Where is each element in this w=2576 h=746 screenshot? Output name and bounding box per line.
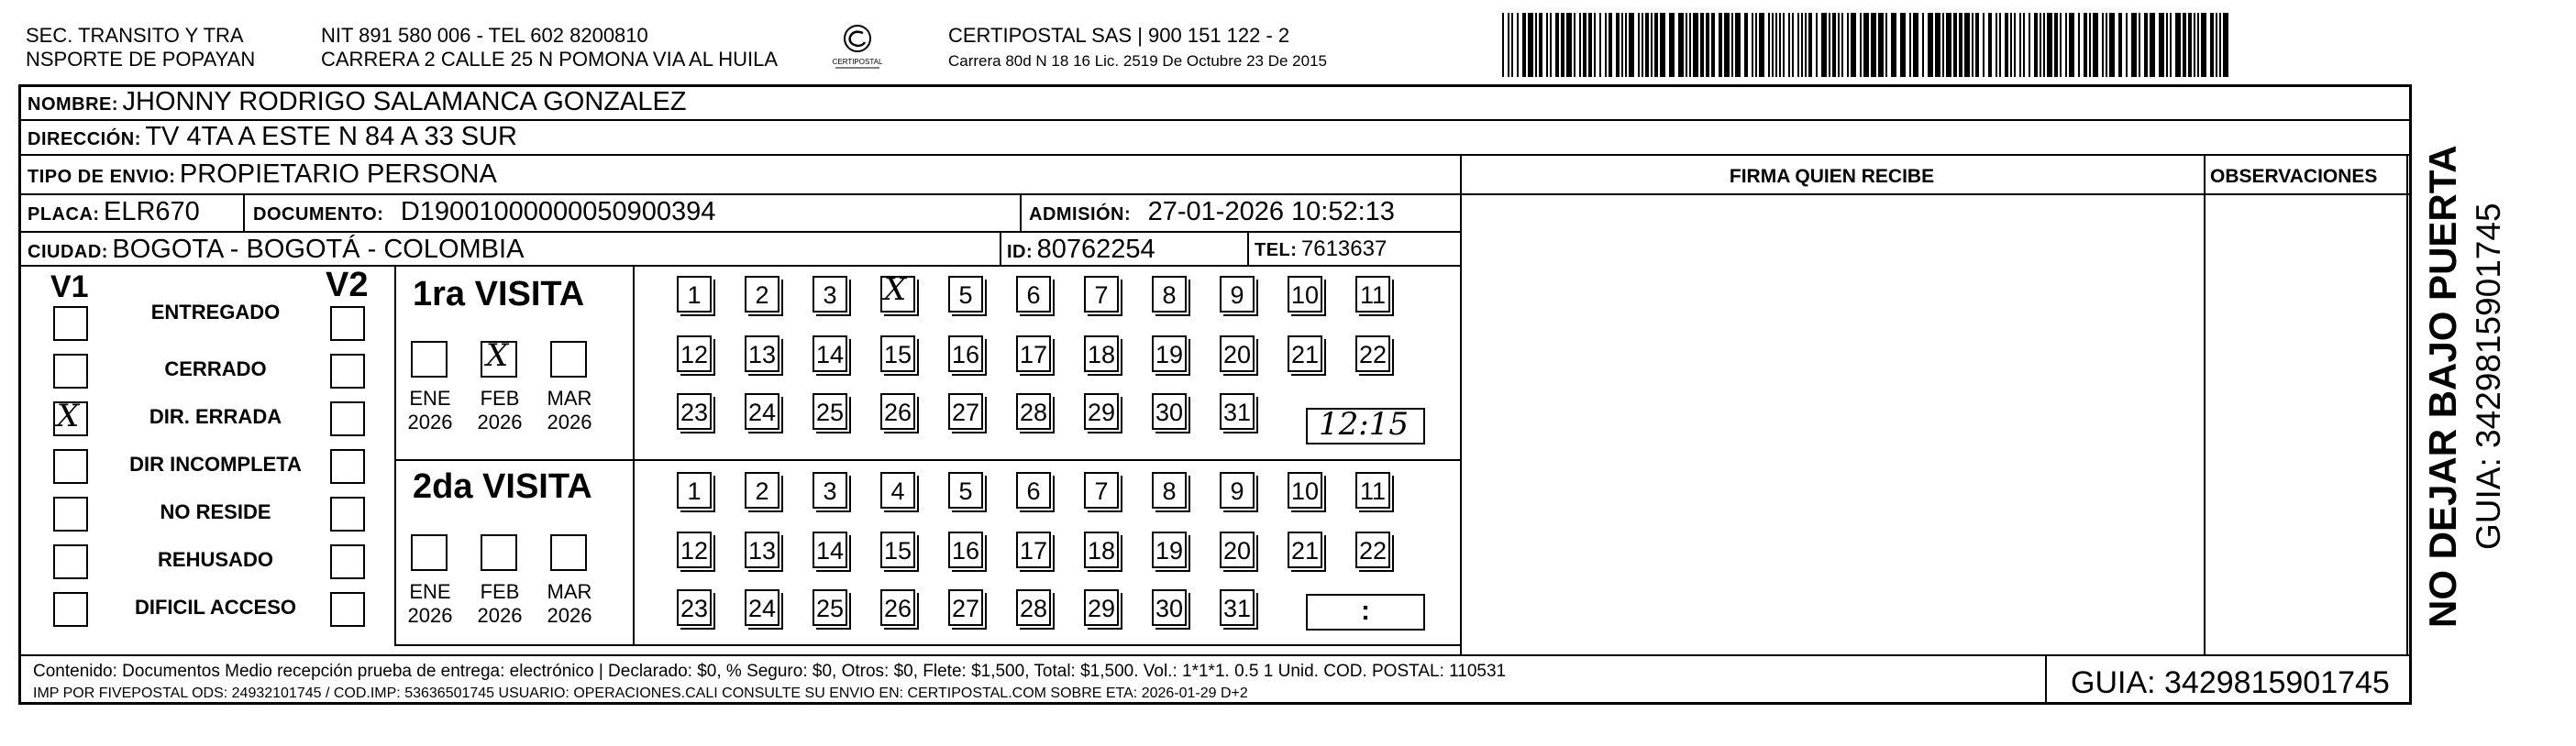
day-box-4[interactable] (880, 271, 915, 313)
day-box-23[interactable]: 23 (677, 589, 712, 626)
day-box-28[interactable]: 28 (1016, 393, 1051, 430)
day-box-18[interactable]: 18 (1084, 532, 1119, 568)
day-box-4[interactable]: 4 (880, 472, 915, 509)
company-license: Carrera 80d N 18 16 Lic. 2519 De Octubre 23 De 2015 (948, 52, 1327, 70)
day-box-29[interactable]: 29 (1084, 589, 1119, 626)
day-box-6[interactable]: 6 (1016, 276, 1051, 313)
ciudad-label: CIUDAD: (28, 242, 108, 262)
tel-field (1255, 234, 1387, 268)
visita1-title: 1ra VISITA (413, 275, 585, 313)
direccion-label: DIRECCIÓN: (28, 129, 141, 149)
day-box-25[interactable]: 25 (813, 589, 847, 626)
month-label: MAR 2026 (547, 387, 592, 433)
company-name: CERTIPOSTAL SAS | 900 151 122 - 2 (948, 24, 1290, 47)
v2-checkbox[interactable] (330, 354, 365, 389)
tel-value: 7613637 (1300, 236, 1388, 261)
day-box-19[interactable]: 19 (1152, 335, 1187, 372)
day-box-10[interactable]: 10 (1288, 276, 1322, 313)
admision-value: 27-01-2026 10:52:13 (1147, 197, 1395, 226)
day-box-30[interactable]: 30 (1152, 589, 1187, 626)
month-checkbox-feb[interactable] (481, 534, 517, 571)
barcode (1500, 13, 2229, 77)
status-label: CERRADO (164, 357, 267, 380)
day-box-7[interactable]: 7 (1084, 472, 1119, 509)
day-mark: X (884, 271, 907, 308)
day-box-2[interactable]: 2 (745, 472, 779, 509)
day-box-1[interactable]: 1 (677, 276, 712, 313)
month-checkbox-mar[interactable] (550, 534, 587, 571)
day-box-9[interactable]: 9 (1220, 276, 1255, 313)
day-box-2[interactable]: 2 (745, 276, 779, 313)
day-box-20[interactable]: 20 (1220, 532, 1255, 568)
v2-checkbox[interactable] (330, 449, 365, 484)
visita1-time: 12:15 (1319, 406, 1409, 443)
day-box-17[interactable]: 17 (1016, 335, 1051, 372)
visita1-time-box (1306, 408, 1425, 444)
status-label: NO RESIDE (160, 500, 271, 523)
nombre-field (28, 86, 687, 122)
v1-check-mark: X (57, 398, 80, 434)
day-box-20[interactable]: 20 (1220, 335, 1255, 372)
side-guia: GUIA: 3429815901745 (2470, 203, 2507, 550)
day-box-24[interactable]: 24 (745, 589, 779, 626)
firma-header: FIRMA QUIEN RECIBE (1729, 166, 1935, 187)
v1-checkbox[interactable] (53, 449, 88, 484)
day-box-13[interactable]: 13 (745, 532, 779, 568)
admision-label: ADMISIÓN: (1029, 204, 1132, 225)
month-checkbox-feb[interactable] (481, 337, 517, 378)
visita2-time-box (1306, 594, 1425, 631)
day-box-24[interactable]: 24 (745, 393, 779, 430)
day-box-5[interactable]: 5 (948, 276, 983, 313)
footer-imp: IMP POR FIVEPOSTAL ODS: 24932101745 / COD.IMP: 53636501745 USUARIO: OPERACIONES.CALI CONSULTE SU ENVIO EN: CERTIPOSTAL.COM SOBRE ETA: 2026-01-29 D+2 (33, 686, 1248, 701)
sender-nit: NIT 891 580 006 - TEL 602 8200810 (321, 24, 648, 47)
placa-label: PLACA: (28, 204, 100, 225)
day-box-1[interactable]: 1 (677, 472, 712, 509)
svg-text:CERTIPOSTAL: CERTIPOSTAL (832, 58, 883, 66)
day-box-12[interactable]: 12 (677, 335, 712, 372)
day-box-15[interactable]: 15 (880, 532, 915, 568)
day-box-14[interactable]: 14 (813, 532, 847, 568)
day-box-18[interactable]: 18 (1084, 335, 1119, 372)
day-box-27[interactable]: 27 (948, 393, 983, 430)
day-box-10[interactable]: 10 (1288, 472, 1322, 509)
day-box-6[interactable]: 6 (1016, 472, 1051, 509)
documento-field (253, 196, 715, 232)
day-box-22[interactable]: 22 (1355, 335, 1390, 372)
v1-label: V1 (50, 269, 89, 304)
documento-value: D19001000000050900394 (400, 197, 716, 226)
day-box-13[interactable]: 13 (745, 335, 779, 372)
day-box-22[interactable]: 22 (1355, 532, 1390, 568)
v2-checkbox[interactable] (330, 306, 365, 341)
day-box-26[interactable]: 26 (880, 589, 915, 626)
v2-checkbox[interactable] (330, 401, 365, 436)
v2-checkbox[interactable] (330, 592, 365, 627)
month-checkbox-ene[interactable] (411, 534, 448, 571)
month-label: ENE 2026 (407, 580, 453, 627)
status-label: DIR. ERRADA (149, 405, 282, 428)
direccion-value: TV 4TA A ESTE N 84 A 33 SUR (145, 122, 518, 151)
ciudad-field (28, 234, 524, 269)
tipo-envio-field (28, 159, 497, 194)
tel-label: TEL: (1255, 240, 1298, 260)
sender-address: CARRERA 2 CALLE 25 N POMONA VIA AL HUILA (321, 48, 779, 71)
day-box-21[interactable]: 21 (1288, 335, 1322, 372)
footer-content: Contenido: Documentos Medio recepción prueba de entrega: electrónico | Declarado: $0, % Seguro: $0, Otros: $0, Flete: $1,500, Total: $1,500. Vol.: 1*1*1. 0.5 1 Unid. COD. POSTAL: 110531 (33, 662, 1507, 681)
v1-checkbox[interactable] (53, 306, 88, 341)
v1-checkbox[interactable] (53, 544, 88, 579)
day-box-29[interactable]: 29 (1084, 393, 1119, 430)
v2-checkbox[interactable] (330, 497, 365, 532)
day-box-31[interactable]: 31 (1220, 393, 1255, 430)
admision-field (1029, 196, 1395, 232)
day-box-31[interactable]: 31 (1220, 589, 1255, 626)
status-label: DIFICIL ACCESO (134, 596, 296, 619)
id-value: 80762254 (1036, 235, 1155, 264)
status-label: ENTREGADO (150, 301, 281, 324)
day-box-16[interactable]: 16 (948, 532, 983, 568)
month-checkbox-ene[interactable] (411, 341, 448, 378)
day-box-12[interactable]: 12 (677, 532, 712, 568)
v1-checkbox[interactable] (53, 354, 88, 389)
side-warning: NO DEJAR BAJO PUERTA (2421, 145, 2464, 628)
day-box-23[interactable]: 23 (677, 393, 712, 430)
id-field (1007, 234, 1155, 269)
day-box-28[interactable]: 28 (1016, 589, 1051, 626)
sender-name-line1: SEC. TRANSITO Y TRA (26, 24, 244, 47)
nombre-value: JHONNY RODRIGO SALAMANCA GONZALEZ (122, 87, 687, 116)
day-box-9[interactable]: 9 (1220, 472, 1255, 509)
month-label: FEB 2026 (477, 580, 523, 627)
v2-label: V2 (326, 266, 369, 304)
day-box-27[interactable]: 27 (948, 589, 983, 626)
v1-checkbox[interactable] (53, 497, 88, 532)
month-label: FEB 2026 (477, 387, 523, 433)
day-box-16[interactable]: 16 (948, 335, 983, 372)
v1-checkbox[interactable] (53, 398, 88, 436)
placa-field (28, 196, 200, 232)
sender-name-line2: NSPORTE DE POPAYAN (26, 48, 256, 71)
day-box-19[interactable]: 19 (1152, 532, 1187, 568)
day-box-8[interactable]: 8 (1152, 276, 1187, 313)
v2-checkbox[interactable] (330, 544, 365, 579)
day-box-11[interactable]: 11 (1355, 472, 1390, 509)
day-box-17[interactable]: 17 (1016, 532, 1051, 568)
day-box-7[interactable]: 7 (1084, 276, 1119, 313)
day-box-5[interactable]: 5 (948, 472, 983, 509)
visita2-title: 2da VISITA (413, 467, 592, 506)
documento-label: DOCUMENTO: (253, 204, 384, 225)
ciudad-value: BOGOTA - BOGOTÁ - COLOMBIA (112, 235, 525, 264)
day-box-26[interactable]: 26 (880, 393, 915, 430)
direccion-field (28, 121, 517, 157)
day-box-30[interactable]: 30 (1152, 393, 1187, 430)
day-box-3[interactable]: 3 (813, 472, 847, 509)
day-box-25[interactable]: 25 (813, 393, 847, 430)
visita2-time: : (1361, 596, 1370, 626)
day-box-3[interactable]: 3 (813, 276, 847, 313)
observaciones-header: OBSERVACIONES (2210, 166, 2378, 187)
status-label: DIR INCOMPLETA (129, 453, 302, 476)
month-checkbox-mar[interactable] (550, 341, 587, 378)
month-label: ENE 2026 (407, 387, 453, 433)
certipostal-logo (830, 20, 885, 73)
tipo-envio-value: PROPIETARIO PERSONA (179, 159, 497, 189)
id-label: ID: (1007, 242, 1034, 262)
placa-value: ELR670 (104, 197, 200, 226)
day-box-21[interactable]: 21 (1288, 532, 1322, 568)
day-box-14[interactable]: 14 (813, 335, 847, 372)
status-label: REHUSADO (158, 548, 273, 571)
nombre-label: NOMBRE: (28, 94, 119, 115)
day-box-8[interactable]: 8 (1152, 472, 1187, 509)
day-box-11[interactable]: 11 (1355, 276, 1390, 313)
day-box-15[interactable]: 15 (880, 335, 915, 372)
footer-guia: GUIA: 3429815901745 (2071, 665, 2390, 700)
v1-checkbox[interactable] (53, 592, 88, 627)
month-label: MAR 2026 (547, 580, 592, 627)
month-mark: X (486, 337, 509, 374)
tipo-envio-label: TIPO DE ENVIO: (28, 167, 176, 187)
